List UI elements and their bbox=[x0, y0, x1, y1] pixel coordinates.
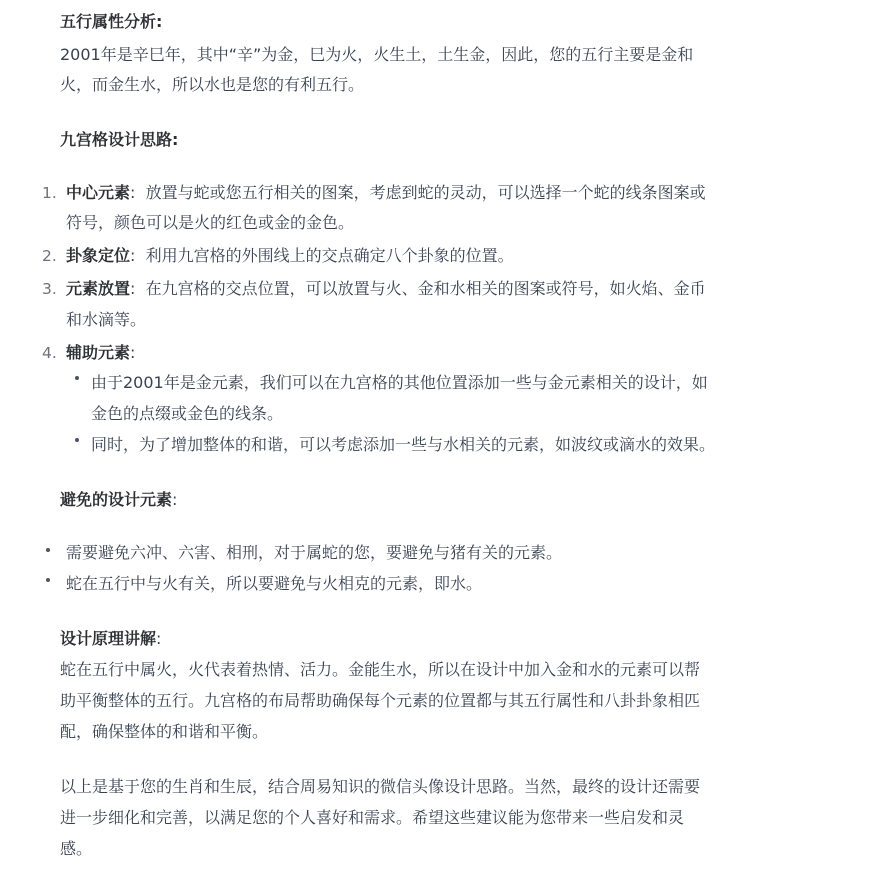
label-colon: : bbox=[130, 246, 136, 265]
list-item-text: 利用九宫格的外围线上的交点确定八个卦象的位置。 bbox=[145, 246, 514, 265]
paragraph-line: 配，确保整体的和谐和平衡。 bbox=[60, 722, 269, 741]
paragraph-line: 以上是基于您的生肖和生辰，结合周易知识的微信头像设计思路。当然，最终的设计还需要 bbox=[60, 777, 701, 796]
bullet-dot bbox=[75, 438, 79, 442]
list-item-line: 符号，颜色可以是火的红色或金的金色。 bbox=[66, 213, 355, 232]
list-number: 2. bbox=[42, 247, 57, 265]
list-item-line: 和水滴等。 bbox=[66, 310, 147, 329]
paragraph-line: 进一步细化和完善，以满足您的个人喜好和需求。希望这些建议能为您带来一些启发和灵 bbox=[60, 808, 685, 827]
list-item-text: 放置与蛇或您五行相关的图案，考虑到蛇的灵动，可以选择一个蛇的线条图案或 bbox=[145, 183, 706, 202]
section-heading-avoid bbox=[60, 490, 177, 510]
label-colon: : bbox=[130, 343, 136, 362]
bullet-dot bbox=[46, 548, 50, 552]
bullet-dot bbox=[75, 376, 79, 380]
list-item-label: 中心元素 bbox=[66, 183, 131, 202]
paragraph-line: 火，而金生水，所以水也是您的有利五行。 bbox=[60, 75, 365, 94]
heading-colon: : bbox=[172, 490, 178, 509]
list-item-label: 卦象定位 bbox=[66, 246, 131, 265]
list-item-line bbox=[66, 279, 706, 299]
sub-bullet-line: 同时，为了增加整体的和谐，可以考虑添加一些与水相关的元素，如波纹或滴水的效果。 bbox=[91, 435, 716, 454]
bullet-line: 需要避免六冲、六害、相刑，对于属蛇的您，要避免与猪有关的元素。 bbox=[66, 543, 563, 562]
section-heading-principle bbox=[60, 629, 161, 649]
list-item-label: 元素放置 bbox=[66, 279, 131, 298]
list-number: 1. bbox=[42, 184, 57, 202]
list-item-line bbox=[66, 246, 514, 266]
list-number: 3. bbox=[42, 280, 57, 298]
bullet-dot bbox=[46, 578, 50, 582]
heading-colon: : bbox=[156, 629, 162, 648]
list-item-line bbox=[66, 183, 706, 203]
list-item-line bbox=[66, 343, 135, 363]
paragraph-line: 2001年是辛巳年，其中“辛”为金，巳为火，火生土，土生金，因此，您的五行主要是金和 bbox=[60, 45, 694, 64]
list-number: 4. bbox=[42, 344, 57, 362]
heading-text: 设计原理讲解 bbox=[60, 629, 157, 648]
section-heading-wuxing: 五行属性分析: bbox=[60, 12, 163, 31]
list-item-text: 在九宫格的交点位置，可以放置与火、金和水相关的图案或符号，如火焰、金币 bbox=[145, 279, 706, 298]
bullet-line: 蛇在五行中与火有关，所以要避免与火相克的元素，即水。 bbox=[66, 574, 483, 593]
paragraph-line: 助平衡整体的五行。九宫格的布局帮助确保每个元素的位置都与其五行属性和八卦卦象相匹 bbox=[60, 691, 701, 710]
label-colon: : bbox=[130, 183, 136, 202]
label-colon: : bbox=[130, 279, 136, 298]
section-heading-jiugongge: 九宫格设计思路: bbox=[60, 130, 179, 149]
paragraph-line: 蛇在五行中属火，火代表着热情、活力。金能生水，所以在设计中加入金和水的元素可以帮 bbox=[60, 660, 701, 679]
sub-bullet-line: 由于2001年是金元素，我们可以在九宫格的其他位置添加一些与金元素相关的设计，如 bbox=[91, 373, 708, 392]
sub-bullet-line: 金色的点缀或金色的线条。 bbox=[91, 404, 284, 423]
list-item-label: 辅助元素 bbox=[66, 343, 131, 362]
heading-text: 避免的设计元素 bbox=[60, 490, 173, 509]
paragraph-line: 感。 bbox=[60, 839, 93, 858]
